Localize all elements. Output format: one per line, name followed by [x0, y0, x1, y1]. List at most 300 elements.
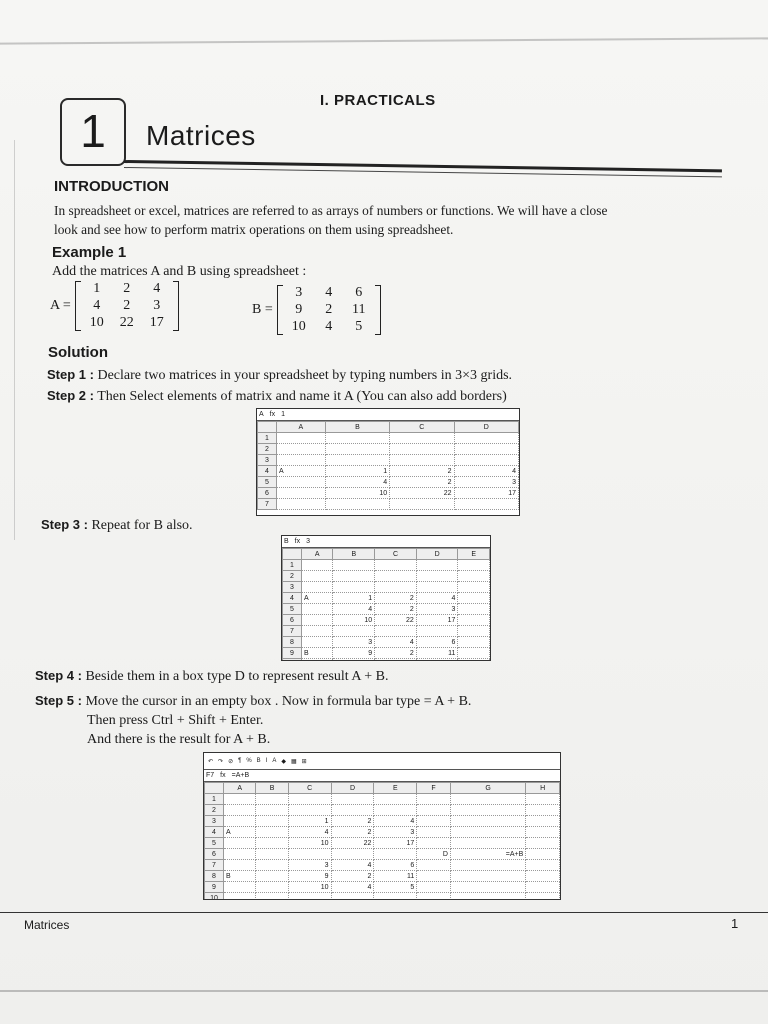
cell[interactable]: [256, 871, 288, 882]
row-header[interactable]: 9: [283, 648, 302, 659]
table-row: [283, 571, 490, 582]
matrix-b: [252, 285, 381, 335]
cell[interactable]: 2: [331, 871, 374, 882]
step-label: Step 3 :: [41, 517, 88, 532]
matrix-b-label: B =: [252, 302, 273, 317]
cell[interactable]: 4: [331, 860, 374, 871]
paint-icon[interactable]: ⊘: [228, 758, 234, 765]
cell[interactable]: [450, 816, 525, 827]
undo-icon[interactable]: ↶: [208, 758, 214, 765]
cell[interactable]: [416, 560, 458, 571]
row-header[interactable]: 5: [205, 838, 224, 849]
cell[interactable]: 17: [416, 615, 458, 626]
cell[interactable]: 3: [454, 477, 518, 488]
step-text: Move the cursor in an empty box . Now in formula bar type = A + B.: [85, 694, 472, 709]
cell[interactable]: [458, 604, 490, 615]
row-header[interactable]: 3: [205, 816, 224, 827]
column-header[interactable]: A: [224, 783, 256, 794]
cell[interactable]: [526, 805, 560, 816]
corner-cell[interactable]: [283, 549, 302, 560]
cell[interactable]: 9: [288, 871, 331, 882]
row-header[interactable]: 2: [283, 571, 302, 582]
cell[interactable]: [458, 571, 490, 582]
cell[interactable]: [331, 893, 374, 901]
row-header[interactable]: [283, 659, 302, 662]
cell[interactable]: [390, 433, 454, 444]
column-header[interactable]: H: [526, 783, 560, 794]
chapter-title: Matrices: [146, 120, 256, 151]
cell[interactable]: [416, 626, 458, 637]
cell[interactable]: [458, 637, 490, 648]
cell[interactable]: [375, 659, 417, 662]
cell[interactable]: [417, 805, 451, 816]
cell[interactable]: [526, 849, 560, 860]
corner-cell[interactable]: [205, 783, 224, 794]
column-header[interactable]: A: [277, 422, 326, 433]
cell[interactable]: 6: [374, 860, 417, 871]
cell[interactable]: 22: [375, 615, 417, 626]
cell[interactable]: [450, 860, 525, 871]
fill-icon[interactable]: ◆: [281, 758, 286, 765]
cell[interactable]: [325, 499, 389, 510]
cell[interactable]: [277, 444, 326, 455]
cell[interactable]: 9: [333, 648, 375, 659]
grid: [204, 782, 560, 900]
cell[interactable]: [288, 805, 331, 816]
row-header[interactable]: 1: [258, 433, 277, 444]
row-header[interactable]: 7: [205, 860, 224, 871]
cell[interactable]: [302, 560, 333, 571]
cell[interactable]: [256, 805, 288, 816]
cell[interactable]: [454, 444, 518, 455]
cell[interactable]: [417, 838, 451, 849]
cell[interactable]: [224, 794, 256, 805]
cell[interactable]: [526, 871, 560, 882]
step-1: [47, 367, 512, 384]
cell[interactable]: [390, 455, 454, 466]
table-row: [258, 433, 519, 444]
matrix-cell: 4: [153, 281, 161, 296]
footer-rule: [0, 912, 768, 913]
intro-line-2: look and see how to perform matrix operations on them using spreadsheet.: [54, 222, 454, 237]
cell[interactable]: 11: [374, 871, 417, 882]
table-row: [205, 816, 560, 827]
cell[interactable]: [331, 805, 374, 816]
cell[interactable]: [458, 582, 490, 593]
cell[interactable]: [325, 444, 389, 455]
cell[interactable]: [333, 571, 375, 582]
cell[interactable]: [450, 805, 525, 816]
cell[interactable]: [256, 794, 288, 805]
row-header[interactable]: 4: [205, 827, 224, 838]
row-header[interactable]: 5: [283, 604, 302, 615]
matrix-cell: 11: [351, 302, 366, 317]
spreadsheet-1: [256, 408, 520, 516]
cell[interactable]: [417, 871, 451, 882]
row-header[interactable]: 2: [258, 444, 277, 455]
matrix-cell: 3: [295, 285, 303, 300]
intro-heading: INTRODUCTION: [54, 178, 169, 195]
chapter-number-box: 1: [60, 98, 126, 166]
cell[interactable]: 3: [416, 604, 458, 615]
cell[interactable]: [374, 805, 417, 816]
table-row: [205, 871, 560, 882]
footer-title: Matrices: [24, 918, 70, 932]
column-header[interactable]: B: [325, 422, 389, 433]
table-row: [283, 648, 490, 659]
cell[interactable]: [331, 849, 374, 860]
fx-icon: fx: [294, 538, 301, 545]
cell[interactable]: [390, 444, 454, 455]
cell[interactable]: [450, 794, 525, 805]
cell[interactable]: 1: [325, 466, 389, 477]
row-header[interactable]: 8: [205, 871, 224, 882]
cell[interactable]: [526, 816, 560, 827]
cell[interactable]: [224, 893, 256, 901]
cell[interactable]: [224, 860, 256, 871]
column-header-row: [283, 549, 490, 560]
column-header[interactable]: F: [417, 783, 451, 794]
formula-input[interactable]: =A+B: [231, 772, 250, 779]
cell[interactable]: =A+B: [450, 849, 525, 860]
row-header[interactable]: 9: [205, 882, 224, 893]
column-header[interactable]: B: [333, 549, 375, 560]
cell[interactable]: [256, 849, 288, 860]
cell[interactable]: [277, 455, 326, 466]
column-header-row: [258, 422, 519, 433]
cell[interactable]: 2: [375, 593, 417, 604]
cell[interactable]: [458, 648, 490, 659]
grid: [282, 548, 490, 661]
cell[interactable]: 2: [375, 604, 417, 615]
step-label: Step 1 :: [47, 367, 94, 382]
grid: [257, 421, 519, 510]
cell[interactable]: [333, 582, 375, 593]
cell[interactable]: 4: [375, 637, 417, 648]
cell[interactable]: [333, 659, 375, 662]
cell[interactable]: A: [224, 827, 256, 838]
matrix-cell: 2: [123, 298, 131, 313]
section-heading: I. PRACTICALS: [320, 92, 436, 109]
merge-icon[interactable]: ⊞: [301, 758, 307, 765]
cell[interactable]: B: [302, 648, 333, 659]
cell[interactable]: [302, 659, 333, 662]
cell[interactable]: [256, 838, 288, 849]
cell[interactable]: A: [302, 593, 333, 604]
cell[interactable]: [417, 794, 451, 805]
formula-input[interactable]: 1: [281, 411, 286, 418]
column-header[interactable]: A: [302, 549, 333, 560]
cell[interactable]: 11: [416, 648, 458, 659]
step-5-line-3: And there is the result for A + B.: [87, 732, 271, 747]
cell[interactable]: [417, 860, 451, 871]
cell[interactable]: [416, 571, 458, 582]
cell[interactable]: [333, 626, 375, 637]
cell[interactable]: [450, 882, 525, 893]
cell[interactable]: [458, 615, 490, 626]
cell[interactable]: [333, 560, 375, 571]
cell[interactable]: [417, 893, 451, 901]
cell[interactable]: [256, 827, 288, 838]
cell[interactable]: 4: [374, 816, 417, 827]
example-heading: Example 1: [52, 244, 127, 261]
matrix-cell: 1: [93, 281, 101, 296]
matrix-cell: 4: [325, 285, 333, 300]
cell[interactable]: [416, 659, 458, 662]
cell[interactable]: 2: [375, 648, 417, 659]
cell[interactable]: [302, 582, 333, 593]
page-top-edge: [0, 37, 768, 44]
cell[interactable]: [277, 499, 326, 510]
table-row: [283, 582, 490, 593]
toolbar: [204, 753, 560, 770]
row-header[interactable]: 8: [283, 637, 302, 648]
cell[interactable]: 3: [333, 637, 375, 648]
table-row: [283, 560, 490, 571]
cell[interactable]: [288, 893, 331, 901]
cell[interactable]: [417, 882, 451, 893]
cell[interactable]: 5: [374, 882, 417, 893]
cell[interactable]: [325, 433, 389, 444]
page-bottom-edge: [0, 990, 768, 992]
cell[interactable]: 22: [331, 838, 374, 849]
cell[interactable]: [374, 794, 417, 805]
cell[interactable]: [256, 893, 288, 901]
cell[interactable]: 6: [416, 637, 458, 648]
cell[interactable]: [450, 838, 525, 849]
cell[interactable]: 10: [288, 838, 331, 849]
cell[interactable]: 4: [416, 593, 458, 604]
formula-input[interactable]: 3: [306, 538, 311, 545]
row-header[interactable]: 7: [258, 499, 277, 510]
table-row: [258, 499, 519, 510]
cell[interactable]: [458, 560, 490, 571]
solution-heading: Solution: [48, 344, 108, 361]
cell[interactable]: [375, 582, 417, 593]
row-header[interactable]: 2: [205, 805, 224, 816]
cell[interactable]: 4: [333, 604, 375, 615]
matrix-cell: 2: [325, 302, 333, 317]
table-row: [205, 882, 560, 893]
cell[interactable]: [277, 433, 326, 444]
matrix-cell: 5: [355, 319, 363, 334]
cell[interactable]: [224, 838, 256, 849]
column-header[interactable]: D: [416, 549, 458, 560]
cell[interactable]: [374, 849, 417, 860]
column-header-row: [205, 783, 560, 794]
column-header[interactable]: E: [374, 783, 417, 794]
column-header[interactable]: D: [454, 422, 518, 433]
cell[interactable]: [288, 849, 331, 860]
matrix-cell: 22: [119, 315, 134, 330]
formula-bar: [204, 770, 560, 782]
column-header[interactable]: C: [288, 783, 331, 794]
cell[interactable]: [417, 827, 451, 838]
cell[interactable]: [526, 882, 560, 893]
cell[interactable]: [374, 893, 417, 901]
cell[interactable]: [454, 433, 518, 444]
matrix-cell: 4: [325, 319, 333, 334]
cell[interactable]: [256, 816, 288, 827]
matrix-a: [50, 281, 179, 331]
borders-icon[interactable]: ▦: [291, 758, 297, 765]
cell[interactable]: 3: [374, 827, 417, 838]
corner-cell[interactable]: [258, 422, 277, 433]
row-header[interactable]: 6: [258, 488, 277, 499]
cell[interactable]: [526, 860, 560, 871]
bold-icon[interactable]: B: [256, 758, 261, 764]
cell[interactable]: 10: [325, 488, 389, 499]
cell[interactable]: B: [224, 871, 256, 882]
example-task: Add the matrices A and B using spreadsheet :: [52, 264, 307, 279]
cell[interactable]: 10: [333, 615, 375, 626]
cell[interactable]: [325, 455, 389, 466]
column-header[interactable]: C: [375, 549, 417, 560]
table-row: [205, 838, 560, 849]
cell[interactable]: [302, 626, 333, 637]
cell[interactable]: [224, 882, 256, 893]
column-header[interactable]: D: [331, 783, 374, 794]
cell[interactable]: [458, 659, 490, 662]
matrix-cell: 4: [93, 298, 101, 313]
cell[interactable]: [458, 593, 490, 604]
row-header[interactable]: 6: [283, 615, 302, 626]
cell[interactable]: [450, 871, 525, 882]
cell[interactable]: 1: [288, 816, 331, 827]
matrix-cell: 17: [149, 315, 164, 330]
cell[interactable]: [302, 571, 333, 582]
step-label: Step 2 :: [47, 388, 94, 403]
cell[interactable]: [450, 827, 525, 838]
table-row: [283, 604, 490, 615]
cell[interactable]: [331, 794, 374, 805]
cell[interactable]: [302, 637, 333, 648]
cell[interactable]: 4: [325, 477, 389, 488]
cell[interactable]: 2: [390, 477, 454, 488]
cell[interactable]: [224, 805, 256, 816]
cell[interactable]: [375, 571, 417, 582]
matrix-a-body: [75, 281, 179, 331]
redo-icon[interactable]: ↷: [218, 758, 224, 765]
cell[interactable]: [417, 816, 451, 827]
table-row: [205, 805, 560, 816]
row-header[interactable]: 3: [258, 455, 277, 466]
format-icon[interactable]: ¶: [238, 758, 242, 764]
row-header[interactable]: 4: [258, 466, 277, 477]
text-color-icon[interactable]: A: [272, 758, 277, 764]
table-row: [283, 659, 490, 662]
name-box[interactable]: A: [259, 411, 264, 418]
row-header[interactable]: 1: [283, 560, 302, 571]
cell[interactable]: 4: [288, 827, 331, 838]
table-row: [205, 860, 560, 871]
matrix-b-body: [277, 285, 381, 335]
formula-bar: [282, 536, 490, 548]
step-text: Repeat for B also.: [91, 518, 193, 533]
fx-icon: fx: [269, 411, 276, 418]
table-row: [258, 444, 519, 455]
cell[interactable]: [375, 560, 417, 571]
column-header[interactable]: G: [450, 783, 525, 794]
cell[interactable]: [224, 849, 256, 860]
cell[interactable]: 3: [288, 860, 331, 871]
table-row: [283, 626, 490, 637]
cell[interactable]: 10: [288, 882, 331, 893]
column-header[interactable]: B: [256, 783, 288, 794]
cell[interactable]: [458, 626, 490, 637]
row-header[interactable]: 6: [205, 849, 224, 860]
cell[interactable]: [224, 816, 256, 827]
intro-line-1: In spreadsheet or excel, matrices are referred to as arrays of numbers or functions. We will have a close: [54, 203, 608, 218]
step-text: Beside them in a box type D to represent result A + B.: [85, 669, 389, 684]
cell[interactable]: [288, 794, 331, 805]
table-row: [205, 827, 560, 838]
column-header[interactable]: E: [458, 549, 490, 560]
cell[interactable]: [526, 827, 560, 838]
cell[interactable]: [256, 860, 288, 871]
cell[interactable]: [526, 838, 560, 849]
row-header[interactable]: 3: [283, 582, 302, 593]
cell[interactable]: 2: [390, 466, 454, 477]
cell[interactable]: A: [277, 466, 326, 477]
cell[interactable]: 2: [331, 816, 374, 827]
cell[interactable]: 4: [331, 882, 374, 893]
cell[interactable]: 4: [454, 466, 518, 477]
row-header[interactable]: 7: [283, 626, 302, 637]
cell[interactable]: 2: [331, 827, 374, 838]
cell[interactable]: [450, 893, 525, 901]
step-5-line-2: Then press Ctrl + Shift + Enter.: [87, 713, 264, 728]
column-header[interactable]: C: [390, 422, 454, 433]
cell[interactable]: [375, 626, 417, 637]
cell[interactable]: [454, 455, 518, 466]
table-row: [258, 477, 519, 488]
cell[interactable]: [277, 488, 326, 499]
cell[interactable]: [526, 893, 560, 901]
name-box[interactable]: B: [284, 538, 289, 545]
cell[interactable]: [302, 615, 333, 626]
cell[interactable]: [526, 794, 560, 805]
cell[interactable]: [416, 582, 458, 593]
cell[interactable]: [302, 604, 333, 615]
fx-icon: fx: [220, 772, 226, 779]
cell[interactable]: [390, 499, 454, 510]
cell[interactable]: [454, 499, 518, 510]
step-5: [35, 693, 471, 710]
row-header[interactable]: 4: [283, 593, 302, 604]
percent-icon[interactable]: %: [246, 758, 252, 764]
cell[interactable]: D: [417, 849, 451, 860]
name-box[interactable]: F7: [206, 772, 215, 779]
step-4: [35, 668, 388, 685]
italic-icon[interactable]: I: [265, 758, 268, 764]
cell[interactable]: [256, 882, 288, 893]
step-label: Step 5 :: [35, 693, 82, 708]
cell[interactable]: [277, 477, 326, 488]
cell[interactable]: 22: [390, 488, 454, 499]
cell[interactable]: 1: [333, 593, 375, 604]
row-header[interactable]: 10: [205, 893, 224, 901]
row-header[interactable]: 5: [258, 477, 277, 488]
step-3: [41, 517, 193, 534]
spreadsheet-3: [203, 752, 561, 900]
row-header[interactable]: 1: [205, 794, 224, 805]
cell[interactable]: 17: [374, 838, 417, 849]
step-label: Step 4 :: [35, 668, 82, 683]
table-row: [205, 794, 560, 805]
cell[interactable]: 17: [454, 488, 518, 499]
table-row: [205, 893, 560, 901]
